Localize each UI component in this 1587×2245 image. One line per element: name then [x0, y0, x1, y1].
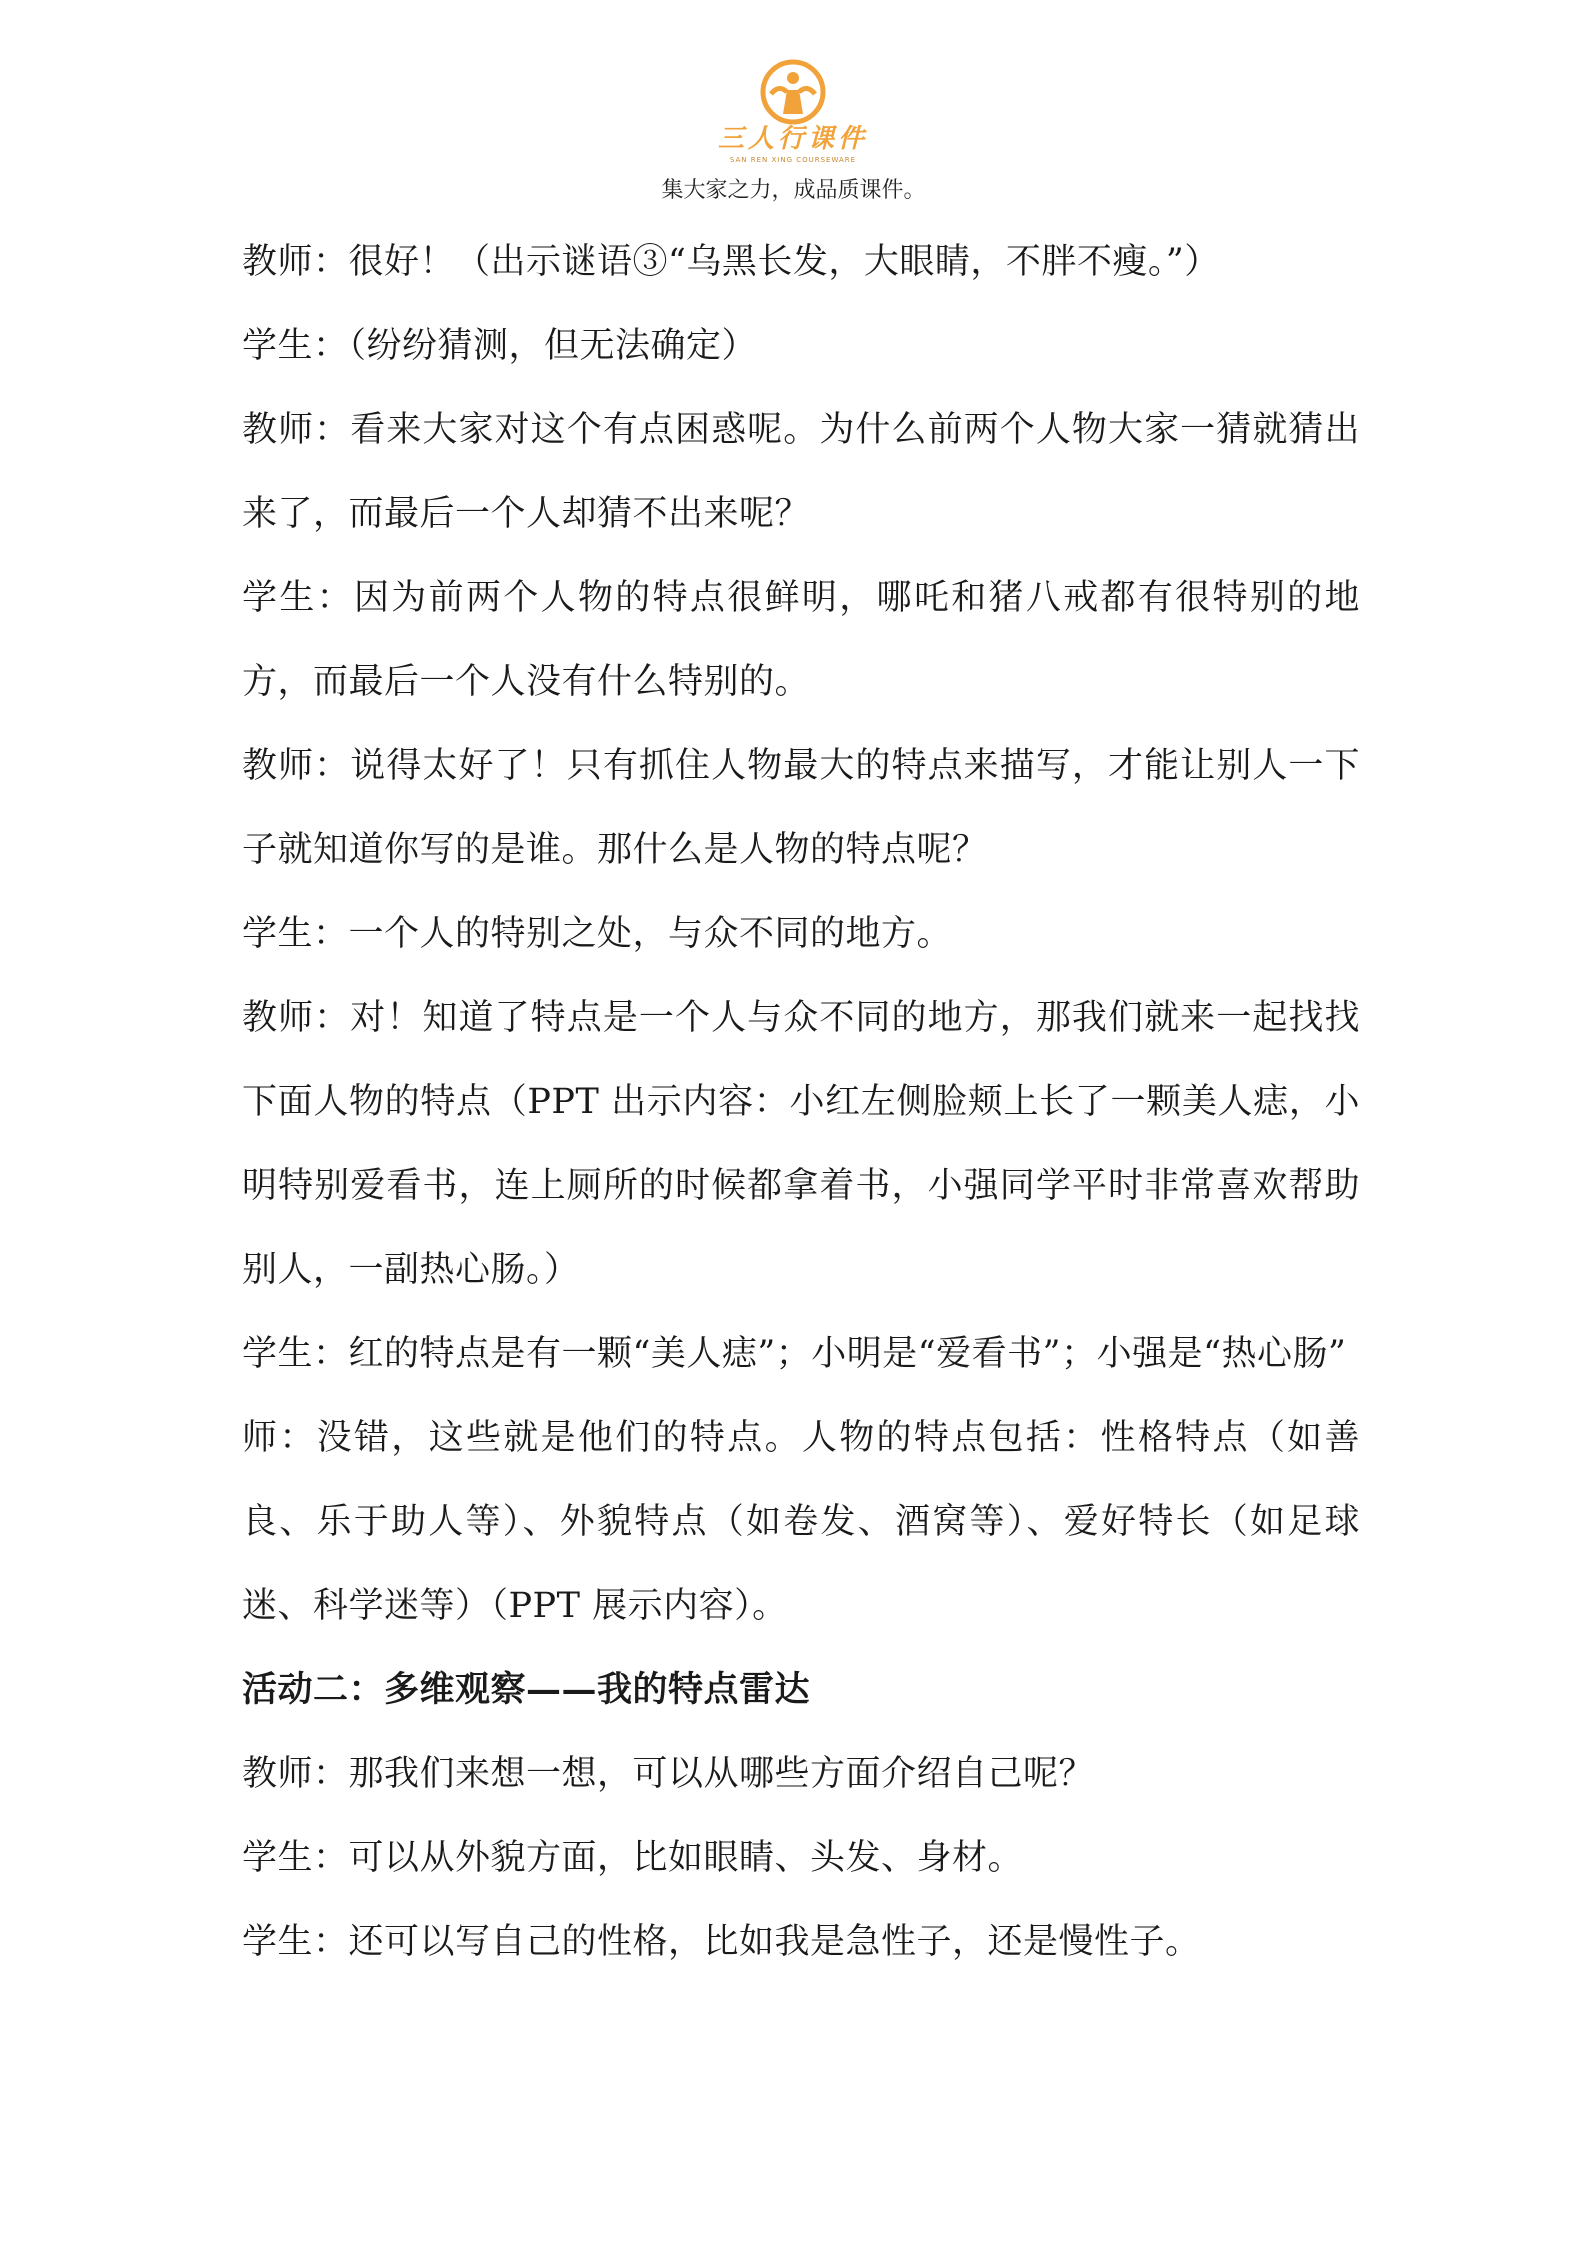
dialogue-paragraph: 学生：可以从外貌方面，比如眼睛、头发、身材。 [242, 1838, 1024, 1878]
dialogue-paragraph: 教师：对！知道了特点是一个人与众不同的地方，那我们就来一起找找下面人物的特点（PPT 出示内容：小红左侧脸颊上长了一颗美人痣，小明特别爱看书，连上厕所的时候都拿着书，小强同学平时非常喜欢帮助别人，一副热心肠。） [242, 998, 1360, 1290]
dialogue-paragraph: 教师：看来大家对这个有点困惑呢。为什么前两个人物大家一猜就猜出来了，而最后一个人却猜不出来呢？ [242, 410, 1360, 534]
dialogue-paragraph: 师：没错，这些就是他们的特点。人物的特点包括：性格特点（如善良、乐于助人等）、外貌特点（如卷发、酒窝等）、爱好特长（如足球迷、科学迷等）（PPT 展示内容）。 [242, 1418, 1360, 1626]
dialogue-paragraph: 教师：说得太好了！只有抓住人物最大的特点来描写，才能让别人一下子就知道你写的是谁。那什么是人物的特点呢？ [242, 746, 1360, 870]
logo-subtitle: SAN REN XING COURSEWARE [729, 156, 857, 164]
people-logo-icon [759, 58, 827, 126]
dialogue-paragraph: 学生：还可以写自己的性格，比如我是急性子，还是慢性子。 [242, 1922, 1201, 1962]
logo-text: 三人行课件 [717, 124, 868, 154]
dialogue-paragraph: 学生：一个人的特别之处，与众不同的地方。 [242, 914, 953, 954]
lesson-transcript [242, 220, 1360, 1984]
dialogue-paragraph: 学生：（纷纷猜测，但无法确定） [242, 326, 758, 366]
activity-heading: 活动二：多维观察——我的特点雷达 [242, 1669, 811, 1710]
dialogue-paragraph: 教师：那我们来想一想，可以从哪些方面介绍自己呢？ [242, 1754, 1095, 1794]
slogan: 集大家之力，成品质课件。 [661, 178, 926, 203]
page-header [0, 58, 1587, 208]
dialogue-paragraph: 教师：很好！（出示谜语③“乌黑长发，大眼睛，不胖不瘦。”） [242, 242, 1220, 282]
dialogue-paragraph: 学生：红的特点是有一颗“美人痣”；小明是“爱看书”；小强是“热心肠” [242, 1334, 1347, 1374]
brand-logo [693, 58, 893, 168]
dialogue-paragraph: 学生：因为前两个人物的特点很鲜明，哪吒和猪八戒都有很特别的地方，而最后一个人没有什么特别的。 [242, 578, 1360, 702]
